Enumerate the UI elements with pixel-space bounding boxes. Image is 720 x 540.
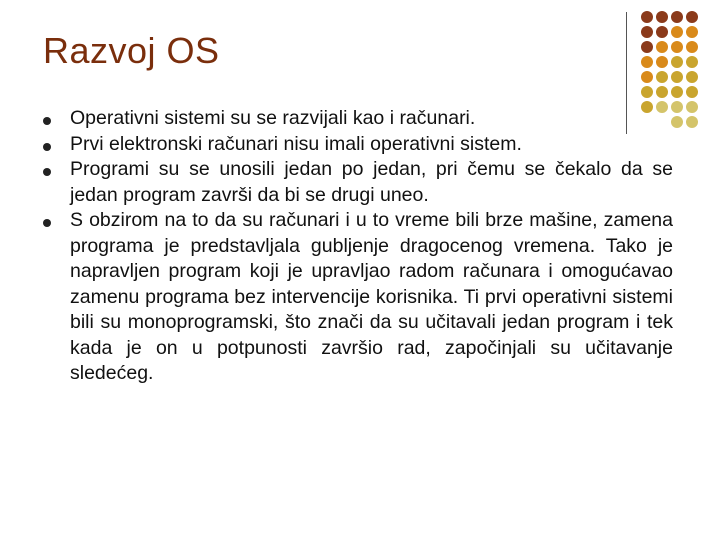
decorative-dot — [656, 71, 668, 83]
decorative-dot — [671, 86, 683, 98]
bullet-text: Prvi elektronski računari nisu imali operativni sistem. — [70, 132, 522, 155]
bullet-dot-icon — [43, 168, 51, 176]
bullet-dot-icon — [43, 143, 51, 151]
decorative-dot — [641, 56, 653, 68]
decorative-dot — [671, 11, 683, 23]
bullet-text: Programi su se unosili jedan po jedan, pri čemu se čekalo da se jedan program završi da bi se drugi uneo. — [70, 158, 673, 206]
decorative-dot — [656, 56, 668, 68]
bullet-item — [43, 157, 673, 208]
decorative-dot — [671, 56, 683, 68]
bullet-dot-icon — [43, 219, 51, 227]
decorative-dot — [656, 26, 668, 38]
bullet-item — [43, 208, 673, 387]
page-title: Razvoj OS — [43, 30, 220, 71]
bullet-list — [43, 106, 673, 387]
bullet-text: S obzirom na to da su računari i u to vreme bili brze mašine, zamena programa je predstavljala gubljenje dragocenog vremena. Tako je napravljen program koji je upravljao radom računara i omogućavao zamenu programa bez intervencije korisnika. Ti prvi operativni sistemi bili su monoprogramski, što znači da su učitavali jedan program i tek kada je on u potpunosti završio rad, započinjali su učitavanje sledećeg. — [70, 209, 673, 384]
decorative-dot — [686, 41, 698, 53]
decorative-dot — [686, 11, 698, 23]
decorative-dot — [656, 11, 668, 23]
bullet-item — [43, 132, 673, 158]
decorative-dot — [641, 11, 653, 23]
decorative-dot — [686, 86, 698, 98]
decorative-dot — [641, 41, 653, 53]
decorative-dot — [686, 116, 698, 128]
bullet-dot-icon — [43, 117, 51, 125]
bullet-item — [43, 106, 673, 132]
decorative-dot — [641, 71, 653, 83]
decorative-dot — [671, 26, 683, 38]
decorative-dot — [686, 101, 698, 113]
decorative-dot — [641, 26, 653, 38]
decorative-dot — [686, 71, 698, 83]
decorative-dot — [671, 71, 683, 83]
decorative-dot — [641, 86, 653, 98]
decorative-dot — [686, 26, 698, 38]
decorative-dot — [671, 41, 683, 53]
decorative-dot — [656, 86, 668, 98]
decorative-dot — [656, 41, 668, 53]
bullet-text: Operativni sistemi su se razvijali kao i računari. — [70, 107, 476, 129]
decorative-dot — [686, 56, 698, 68]
